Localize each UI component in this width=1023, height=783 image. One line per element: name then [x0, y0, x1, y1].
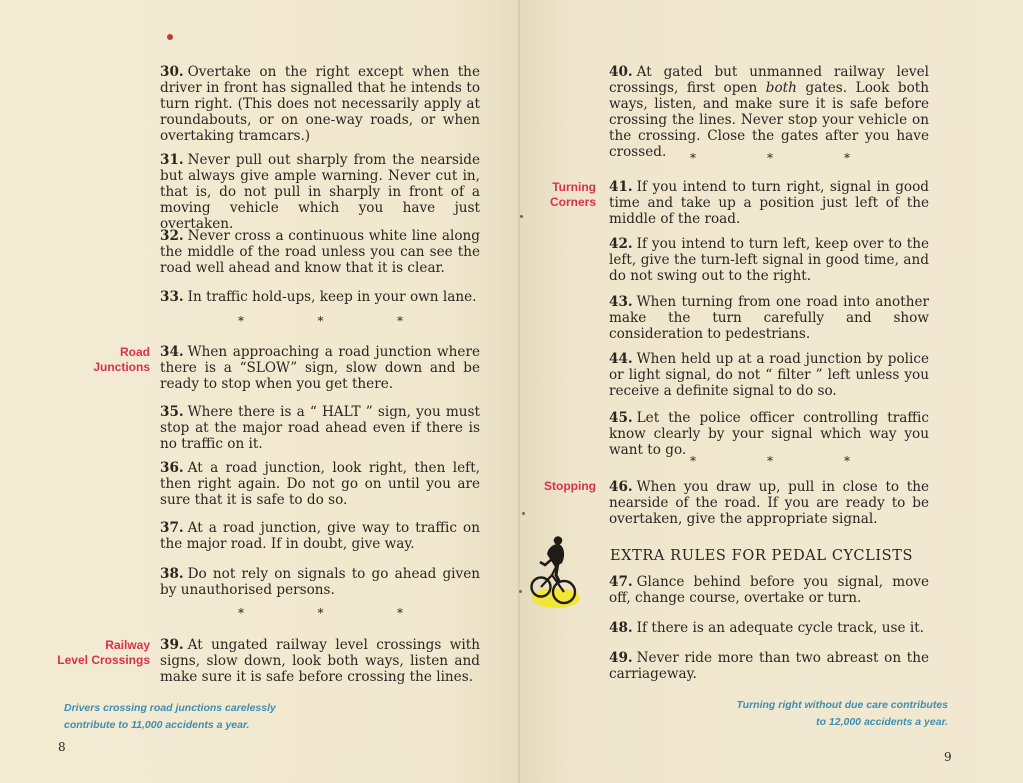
rule-number: 36. [160, 460, 184, 476]
rule-text: Never ride more than two abreast on the carriageway. [609, 650, 929, 682]
rule-number: 33. [160, 289, 184, 305]
margin-heading-railway-level-crossings: Railway Level Crossings [57, 638, 150, 667]
rule-48 [609, 620, 929, 636]
section-separator: * * * [238, 606, 403, 620]
rule-text: If there is an adequate cycle track, use it. [636, 620, 924, 636]
rule-number: 43. [609, 294, 633, 310]
rule-34 [160, 344, 480, 392]
rule-text: In traffic hold-ups, keep in your own lane. [187, 289, 477, 305]
rule-number: 44. [609, 351, 633, 367]
rule-text: When turning from one road into another make the turn carefully and show consideration to pedestrians. [609, 294, 929, 342]
rule-number: 45. [609, 410, 633, 426]
rule-37 [160, 520, 480, 552]
smudge-mark [522, 512, 525, 515]
rule-32 [160, 228, 480, 276]
rule-number: 42. [609, 236, 633, 252]
rule-text: When you draw up, pull in close to the nearside of the road. If you are ready to be overtaken, give the appropriate signal. [609, 479, 929, 527]
rule-text: At ungated railway level crossings with signs, slow down, look both ways, listen and make sure it is safe before crossing the lines. [160, 637, 480, 685]
rule-38 [160, 566, 480, 598]
rule-number: 35. [160, 404, 184, 420]
rule-47 [609, 574, 929, 606]
rule-emphasis: both [765, 80, 797, 96]
rule-text: When approaching a road junction where there is a “SLOW” sign, slow down and be ready to stop when you get there. [160, 344, 480, 392]
rule-text: Never cross a continuous white line along the middle of the road unless you can see the road well ahead and know that it is clear. [160, 228, 480, 276]
rule-33 [160, 289, 480, 305]
rule-text: Never pull out sharply from the nearside but always give ample warning. Never cut in, that is, do not pull in sharply in front of a moving vehicle which you have just overtaken. [160, 152, 480, 232]
rule-text: If you intend to turn right, signal in good time and take up a position just left of the middle of the road. [609, 179, 929, 227]
rule-number: 37. [160, 520, 184, 536]
page-number-right: 9 [944, 750, 952, 764]
margin-heading-stopping: Stopping [544, 479, 596, 493]
footnote-left: Drivers crossing road junctions carelessly contribute to 11,000 accidents a year. [64, 702, 276, 731]
rule-number: 48. [609, 620, 633, 636]
rule-text: When held up at a road junction by police or light signal, do not “ filter ” left unless you receive a definite signal to do so. [609, 351, 929, 399]
rule-text: At gated but unmanned railway level crossings, first open [609, 64, 929, 96]
rule-text: Overtake on the right except when the driver in front has signalled that he intends to turn right. (This does not necessarily apply at roundabouts, or on one-way roads, or when overtaking tramcars.) [160, 64, 480, 144]
rule-number: 34. [160, 344, 184, 360]
rule-43 [609, 294, 929, 342]
rule-49 [609, 650, 929, 682]
ink-spot-icon [167, 34, 173, 40]
rule-46 [609, 479, 929, 527]
rule-number: 39. [160, 637, 184, 653]
rule-text: At a road junction, look right, then left, then right again. Do not go on until you are sure that it is safe to do so. [160, 460, 480, 508]
rule-text: At a road junction, give way to traffic on the major road. If in doubt, give way. [160, 520, 480, 552]
cyclist-icon [528, 535, 580, 611]
rule-number: 30. [160, 64, 184, 80]
page-number-left: 8 [58, 740, 66, 754]
margin-heading-turning-corners: Turning Corners [549, 180, 596, 209]
rule-text: Where there is a “ HALT ” sign, you must stop at the major road ahead even if there is no traffic on it. [160, 404, 480, 452]
section-separator: * * * [690, 454, 850, 468]
rule-number: 46. [609, 479, 633, 495]
rule-45 [609, 410, 929, 458]
footnote-right: Turning right without due care contributes to 12,000 accidents a year. [736, 699, 948, 728]
rule-42 [609, 236, 929, 284]
rule-36 [160, 460, 480, 508]
rule-39 [160, 637, 480, 685]
rule-31 [160, 152, 480, 232]
rule-41 [609, 179, 929, 227]
rule-text: Let the police officer controlling traffic know clearly by your signal which way you want to go. [609, 410, 929, 458]
rule-text: gates. Look both ways, listen, and make sure it is safe before crossing the lines. Never stop your vehicle on the crossing. Close the gates after you have crossed. [609, 80, 929, 160]
rule-number: 31. [160, 152, 184, 168]
rule-text: Glance behind before you signal, move off, change course, overtake or turn. [609, 574, 929, 606]
rule-text: Do not rely on signals to go ahead given by unauthorised persons. [160, 566, 480, 598]
rule-44 [609, 351, 929, 399]
smudge-mark [519, 590, 522, 593]
rule-number: 47. [609, 574, 633, 590]
rule-number: 41. [609, 179, 633, 195]
rule-text: If you intend to turn left, keep over to the left, give the turn-left signal in good time, and do not swing out to the right. [609, 236, 929, 284]
rule-35 [160, 404, 480, 452]
right-page [520, 0, 1023, 783]
smudge-mark [520, 215, 523, 218]
rule-40 [609, 64, 929, 160]
rule-number: 49. [609, 650, 633, 666]
section-separator: * * * [690, 151, 850, 165]
rule-number: 32. [160, 228, 184, 244]
rule-number: 38. [160, 566, 184, 582]
section-title-pedal-cyclists: EXTRA RULES FOR PEDAL CYCLISTS [610, 548, 914, 564]
margin-heading-road-junctions: Road Junctions [93, 345, 150, 374]
section-separator: * * * [238, 314, 403, 328]
rule-number: 40. [609, 64, 633, 80]
rule-30 [160, 64, 480, 144]
